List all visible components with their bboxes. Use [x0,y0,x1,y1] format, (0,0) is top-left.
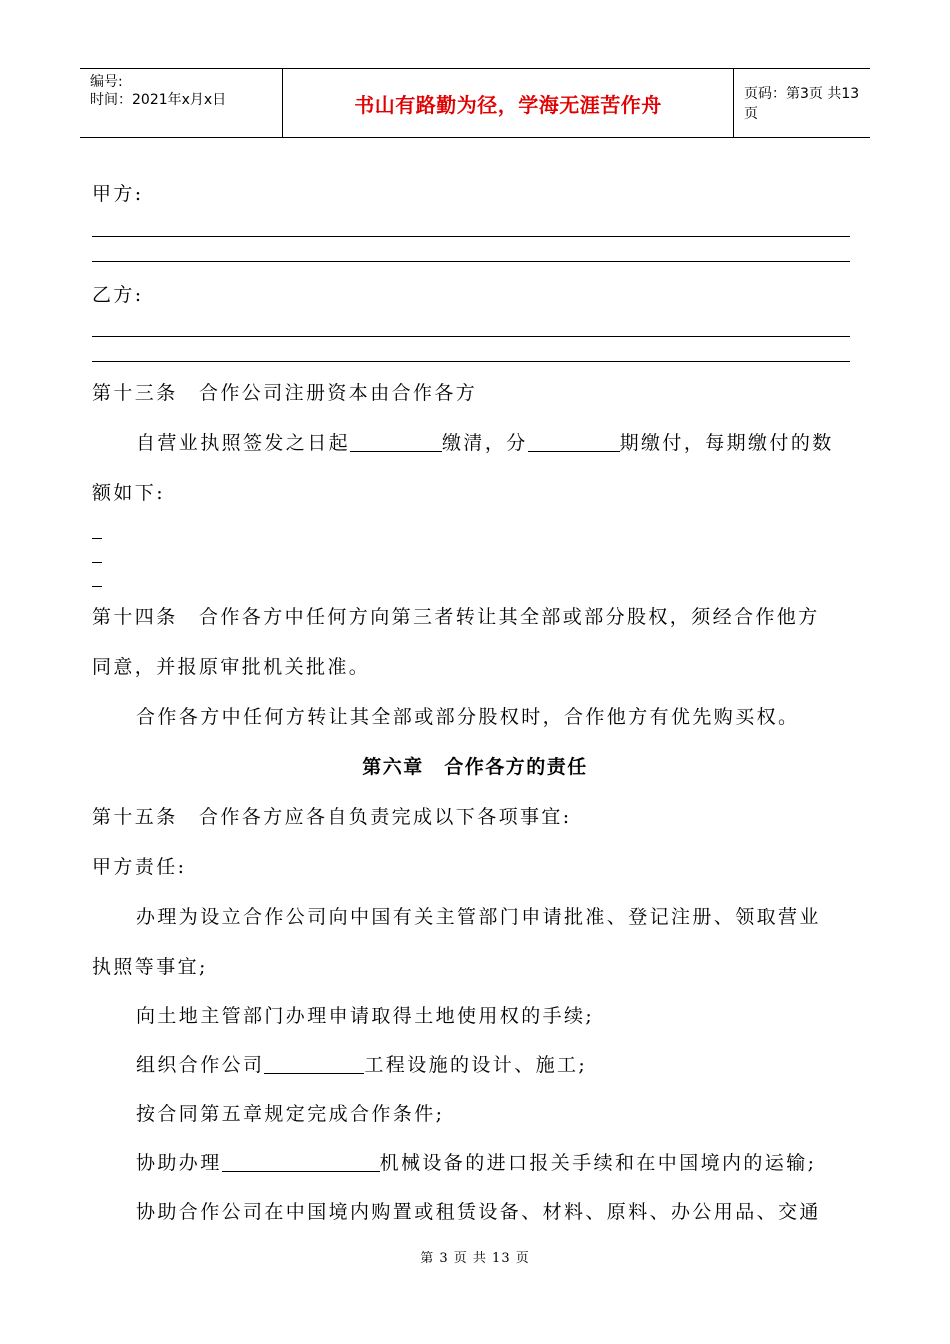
duty-5 [136,1151,816,1175]
party-b-line-1 [92,336,850,337]
duty-5-text-b: 机械设备的进口报关手续和在中国境内的运输; [379,1152,817,1174]
duty-1-line-2: 执照等事宜; [92,956,208,978]
duty-5-text-a: 协助办理 [136,1152,222,1174]
fill-blank [222,1151,380,1172]
page-info: 页码：第3页 共13页 [744,86,860,122]
chapter-6-title: 第六章 合作各方的责任 [362,756,588,778]
duty-2: 向土地主管部门办理申请取得土地使用权的手续; [136,1005,595,1027]
number-label: 编号: [90,74,123,90]
duty-3-text-b: 工程设施的设计、施工; [364,1054,588,1076]
page-footer: 第 3 页 共 13 页 [420,1251,530,1266]
party-a-duties-heading: 甲方责任: [92,856,187,878]
installment-dash-1 [92,538,102,539]
duty-1-line-1: 办理为设立合作公司向中国有关主管部门申请批准、登记注册、领取营业 [136,906,821,928]
fill-blank [350,431,442,452]
fill-blank [528,431,620,452]
header-meta [80,69,282,137]
duty-6: 协助合作公司在中国境内购置或租赁设备、材料、原料、办公用品、交通 [136,1201,821,1223]
party-a-line-2 [92,261,850,262]
duty-3-text-a: 组织合作公司 [136,1054,265,1076]
art13-text-b: 缴清，分 [442,432,528,454]
art13-text-a: 自营业执照签发之日起 [136,432,351,454]
art13-text-c: 期缴付，每期缴付的数 [619,432,834,454]
header-page-info [734,69,870,137]
party-b-line-2 [92,361,850,362]
article-14-line-1: 第十四条 合作各方中任何方向第三者转让其全部或部分股权，须经合作他方 [92,606,820,628]
article-15-title: 第十五条 合作各方应各自负责完成以下各项事宜: [92,806,572,828]
article-13-continuation: 额如下: [92,482,166,504]
party-b-label: 乙方: [92,284,144,306]
installment-dash-2 [92,562,102,563]
article-14-line-2: 同意，并报原审批机关批准。 [92,656,371,678]
installment-dash-3 [92,586,102,587]
motto: 书山有路勤为径，学海无涯苦作舟 [354,92,662,117]
fill-blank [264,1053,364,1074]
article-14-paragraph-2: 合作各方中任何方转让其全部或部分股权时，合作他方有优先购买权。 [136,706,800,728]
page-header [80,68,870,138]
party-a-label: 甲方: [92,183,144,205]
header-motto-cell [282,69,734,137]
article-13-paragraph [136,431,834,455]
duty-4: 按合同第五章规定完成合作条件; [136,1103,445,1125]
duty-3 [136,1053,587,1077]
party-a-line-1 [92,236,850,237]
article-13-title: 第十三条 合作公司注册资本由合作各方 [92,382,478,404]
time-label: 时间：2021年x月x日 [90,92,227,108]
